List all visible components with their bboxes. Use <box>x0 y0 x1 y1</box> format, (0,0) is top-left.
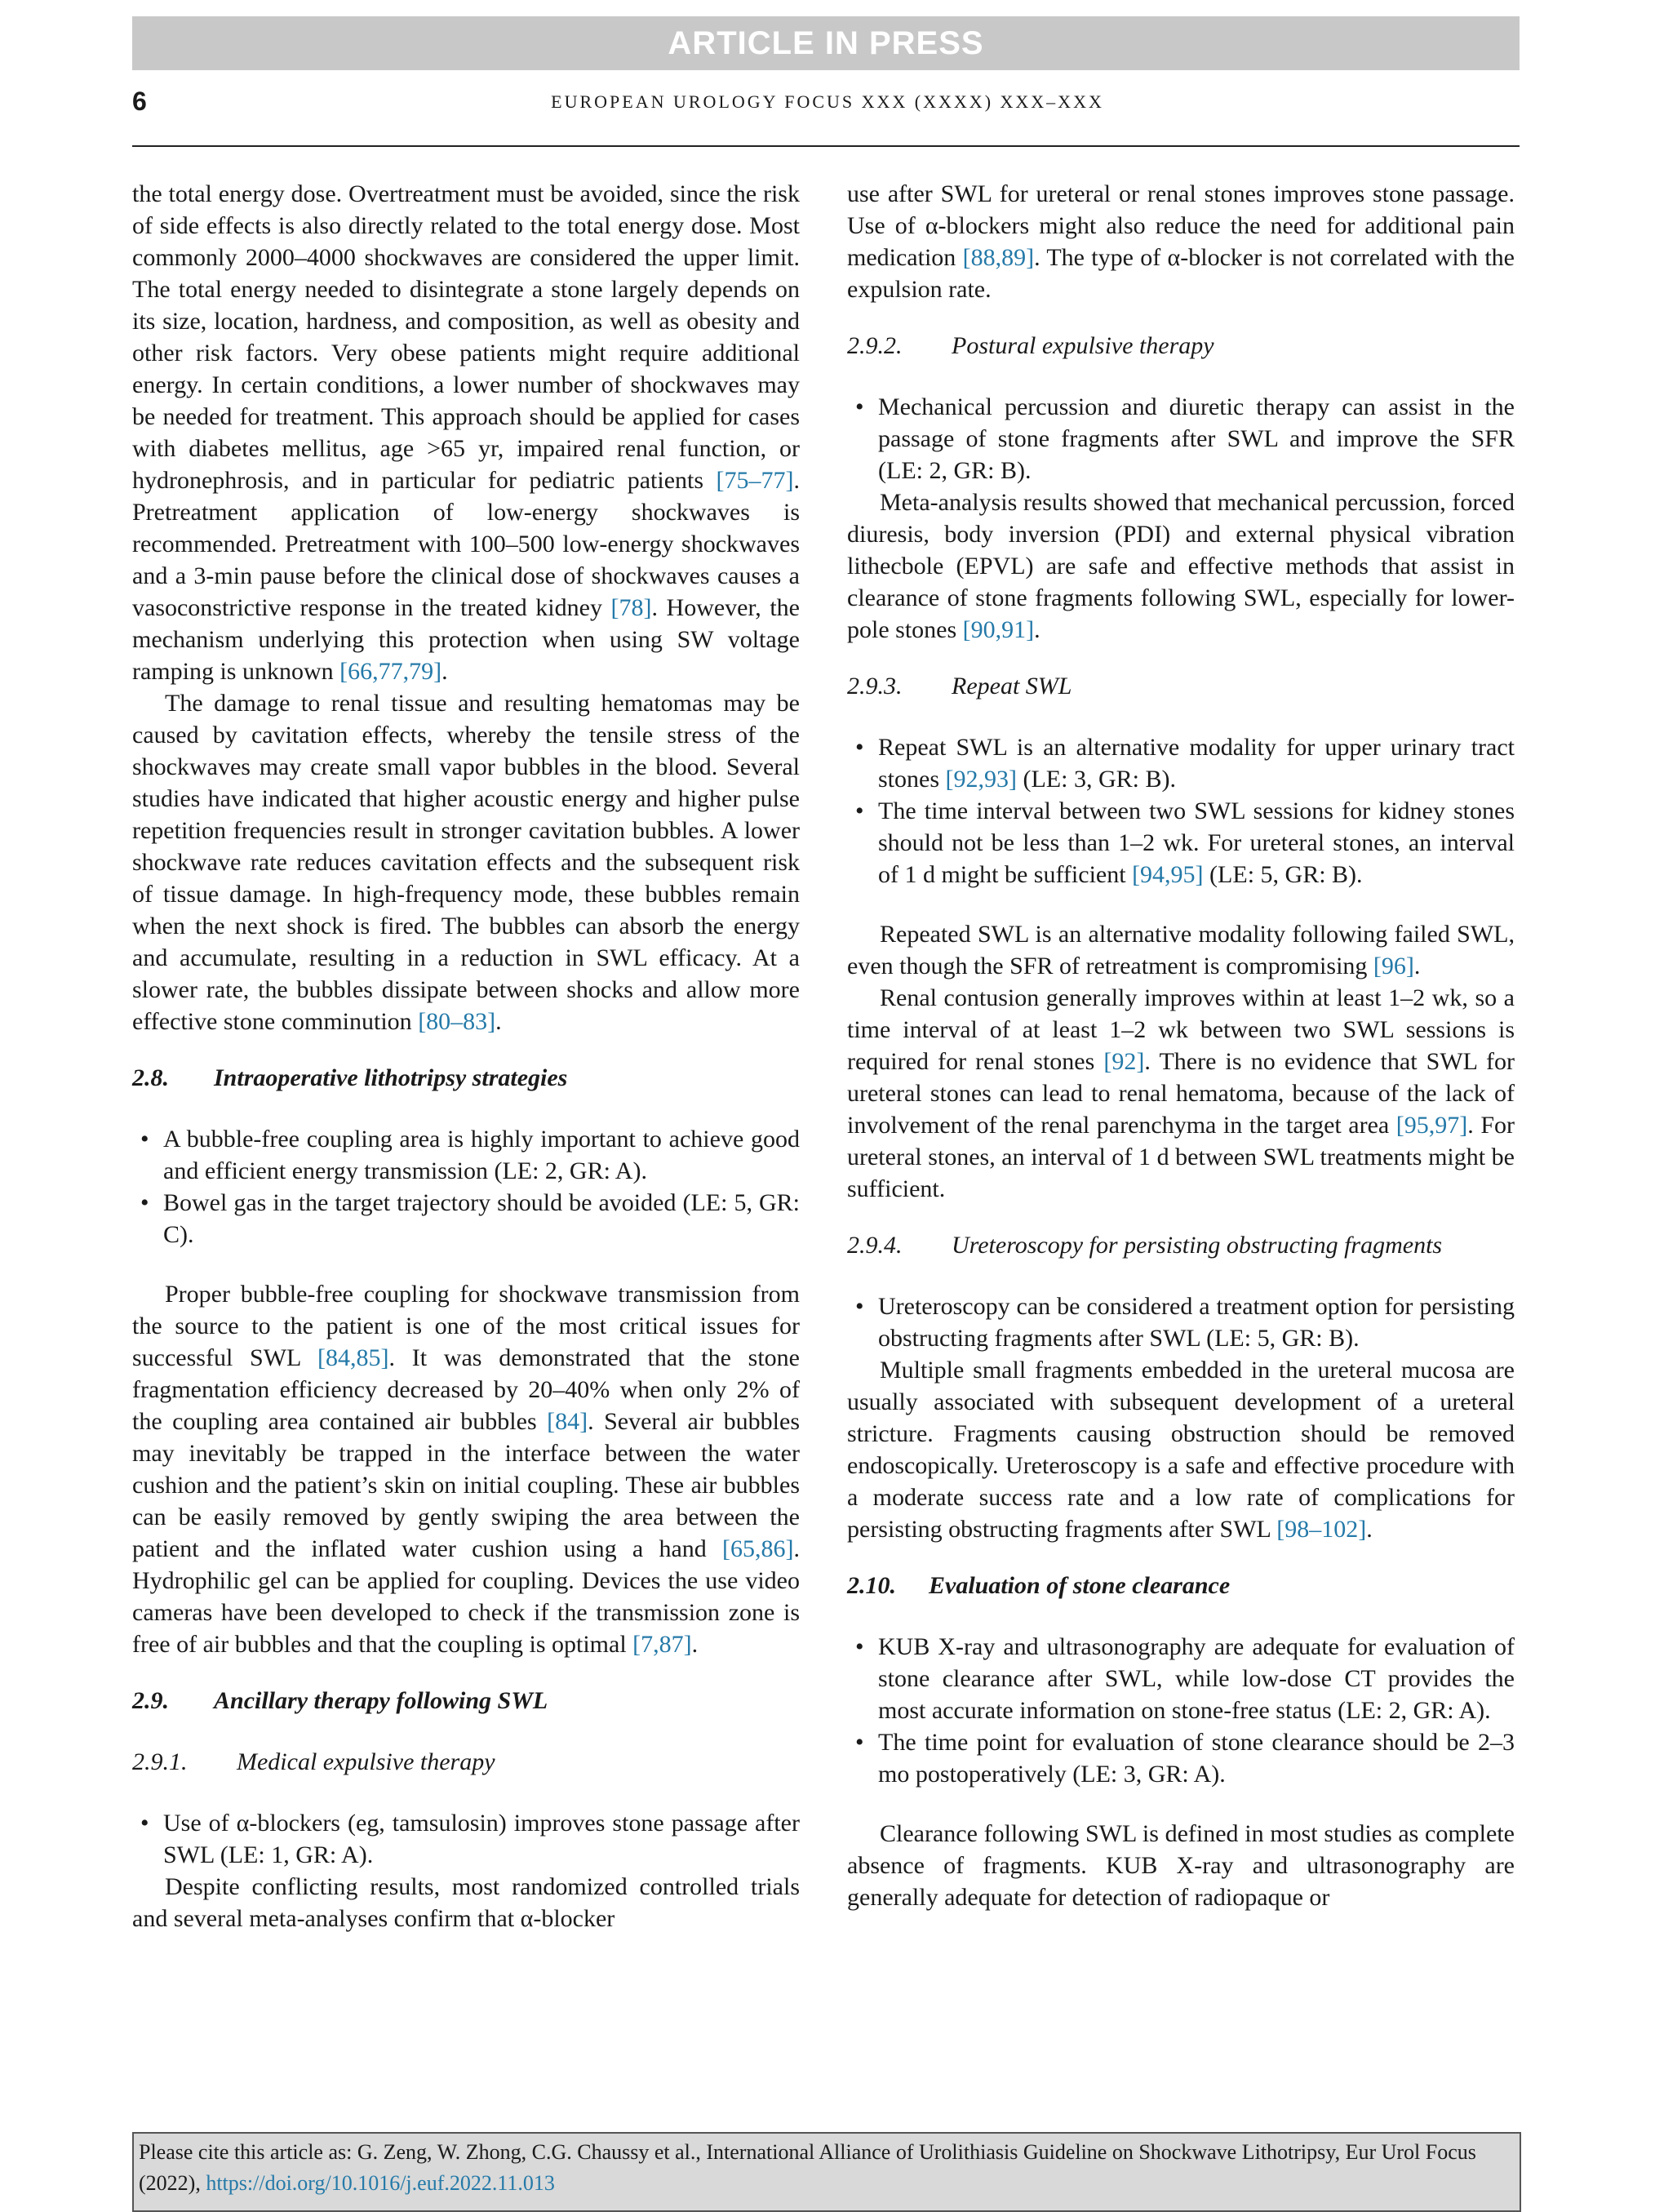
header-rule <box>132 145 1520 147</box>
text: . There is no evidence that SWL for ureteral stones can lead to renal hematoma, because of the lack of involvement of the renal parenchyma in the target area <box>847 1048 1515 1139</box>
section-number: 2.9.3. <box>847 673 903 700</box>
text: . For ureteral stones, an interval of 1 d between SWL treatments might be sufficient. <box>847 1112 1515 1202</box>
citation-link[interactable]: [90,91] <box>962 616 1035 643</box>
subsection-heading <box>847 1229 1515 1261</box>
text: . <box>495 1008 502 1035</box>
paragraph <box>847 178 1515 305</box>
citation-link[interactable]: [80–83] <box>418 1008 496 1035</box>
paragraph <box>132 687 800 1037</box>
citation-link[interactable]: [7,87] <box>632 1631 692 1658</box>
section-number: 2.9.1. <box>132 1748 188 1775</box>
text: the total energy dose. Overtreatment must be avoided, since the risk of side effects is also directly related to the total energy dose. Most commonly 2000–4000 shockwaves are considered the upper limit. The total energy needed to disintegrate a stone largely depends on its size, location, hardness, and composition, as well as obesity and other risk factors. Very obese patients might require additional energy. In certain conditions, a lower number of shockwaves may be needed for treatment. This approach should be applied for cases with diabetes mellitus, age >65 yr, impaired renal function, or hydronephrosis, and in particular for pediatric patients <box>132 180 800 494</box>
text: use after SWL for ureteral or renal stones improves stone passage. Use of α-blockers might also reduce the need for additional pain medication <box>847 180 1515 271</box>
paragraph <box>847 982 1515 1205</box>
list-item: • The time point for evaluation of stone clearance should be 2–3 mo postoperatively (LE: 3, GR: A). <box>847 1726 1515 1790</box>
paragraph <box>132 1278 800 1660</box>
text: (LE: 3, GR: B). <box>1016 766 1176 793</box>
subsection-heading <box>847 330 1515 362</box>
citation-link[interactable]: [75–77] <box>716 467 794 494</box>
page-number: 6 <box>132 87 147 116</box>
text: Multiple small fragments embedded in the ureteral mucosa are usually associated with subsequent development of a ureteral stricture. Fragments causing obstruction should be removed endoscopically. Ureteroscopy is a safe and effective procedure with a moderate success rate and a low rate of complications for persisting obstructing fragments after SWL <box>847 1357 1515 1543</box>
citation-link[interactable]: [92] <box>1103 1048 1145 1075</box>
citation-link[interactable]: [95,97] <box>1395 1112 1468 1139</box>
text: . The type of α-blocker is not correlated with the expulsion rate. <box>847 244 1515 303</box>
text: Repeat SWL is an alternative modality for upper urinary tract stones <box>878 734 1515 793</box>
recommendation-list <box>132 1123 800 1250</box>
citation-link[interactable]: [66,77,79] <box>339 658 442 685</box>
section-number: 2.10. <box>847 1572 896 1599</box>
text: The damage to renal tissue and resulting hematomas may be caused by cavitation effects, whereby the tensile stress of the shockwaves may create small vapor bubbles in the blood. Several studies have indicated that higher acoustic energy and higher pulse repetition frequencies result in stronger cavitation bubbles. A lower shockwave rate reduces cavitation effects and the subsequent risk of tissue damage. In high-frequency mode, these bubbles remain when the next shock is fired. The bubbles can absorb the energy and accumulate, resulting in a reduction in SWL efficacy. At a slower rate, the bubbles dissipate between shocks and allow more effective stone comminution <box>132 690 800 1035</box>
right-column <box>847 178 1515 1913</box>
citation-link[interactable]: [88,89] <box>962 244 1035 271</box>
section-title: Medical expulsive therapy <box>237 1748 495 1775</box>
section-number: 2.9. <box>132 1687 169 1714</box>
subsection-heading <box>847 670 1515 702</box>
recommendation-list <box>132 1807 800 1871</box>
paragraph <box>847 918 1515 982</box>
article-in-press-banner: ARTICLE IN PRESS <box>132 16 1520 70</box>
citation-text: Please cite this article as: G. Zeng, W. Zhong, C.G. Chaussy et al., International Alliance of Urolithiasis Guideline on Shockwave Lithotripsy, Eur Urol Focus (2022), <box>139 2140 1476 2195</box>
section-title: Evaluation of stone clearance <box>929 1572 1231 1599</box>
citation-link[interactable]: [84] <box>547 1408 588 1435</box>
list-item: • Use of α-blockers (eg, tamsulosin) improves stone passage after SWL (LE: 1, GR: A). <box>132 1807 800 1871</box>
text: . Hydrophilic gel can be applied for coupling. Devices the use video cameras have been developed to check if the transmission zone is free of air bubbles and that the coupling is optimal <box>132 1535 800 1658</box>
paragraph: Clearance following SWL is defined in most studies as complete absence of fragments. KUB X-ray and ultrasonography are generally adequate for detection of radiopaque or <box>847 1820 1515 1911</box>
text: . However, the mechanism underlying this protection when using SW voltage ramping is unknown <box>132 594 800 685</box>
citation-link[interactable]: [65,86] <box>722 1535 794 1562</box>
text: . <box>691 1631 699 1658</box>
paragraph <box>132 178 800 687</box>
section-title: Intraoperative lithotripsy strategies <box>214 1064 568 1091</box>
paragraph <box>847 486 1515 646</box>
left-column <box>132 178 800 1934</box>
recommendation-list <box>847 731 1515 891</box>
recommendation-list <box>847 391 1515 486</box>
section-number: 2.9.2. <box>847 332 903 359</box>
section-number: 2.8. <box>132 1064 169 1091</box>
section-number: 2.9.4. <box>847 1232 903 1259</box>
citation-link[interactable]: [84,85] <box>317 1344 389 1371</box>
paragraph <box>847 1354 1515 1545</box>
section-title: Ancillary therapy following SWL <box>214 1687 548 1714</box>
text: Meta-analysis results showed that mechanical percussion, forced diuresis, body inversion (PDI) and external physical vibration lithecbole (EPVL) are safe and effective methods that assist in clearance of stone fragments following SWL, especially for lower-pole stones <box>847 489 1515 643</box>
citation-link[interactable]: [92,93] <box>945 766 1017 793</box>
citation-footer <box>132 2132 1521 2212</box>
text: (LE: 5, GR: B). <box>1203 861 1363 888</box>
citation-link[interactable]: [96] <box>1373 953 1414 979</box>
text: . <box>1034 616 1040 643</box>
section-heading <box>132 1062 800 1094</box>
recommendation-list <box>847 1290 1515 1354</box>
text: . <box>1413 953 1421 979</box>
text: . Pretreatment application of low-energy shockwaves is recommended. Pretreatment with 100–500 low-energy shockwaves and a 3-min pause before the clinical dose of shockwaves causes a vasoconstrictive response in the treated kidney <box>132 467 800 621</box>
paragraph: Despite conflicting results, most randomized controlled trials and several meta-analyses confirm that α-blocker <box>132 1873 800 1932</box>
list-item: • KUB X-ray and ultrasonography are adequate for evaluation of stone clearance after SWL, while low-dose CT provides the most accurate information on stone-free status (LE: 2, GR: A). <box>847 1631 1515 1726</box>
list-item: • Bowel gas in the target trajectory should be avoided (LE: 5, GR: C). <box>132 1187 800 1250</box>
doi-link[interactable]: https://doi.org/10.1016/j.euf.2022.11.013 <box>206 2171 555 2195</box>
section-title: Repeat SWL <box>952 673 1072 700</box>
section-heading <box>847 1570 1515 1601</box>
text: The time interval between two SWL sessions for kidney stones should not be less than 1–2 wk. For ureteral stones, an interval of 1 d might be sufficient <box>878 797 1515 888</box>
list-item: • Ureteroscopy can be considered a treatment option for persisting obstructing fragments after SWL (LE: 5, GR: B). <box>847 1290 1515 1354</box>
citation-link[interactable]: [78] <box>610 594 652 621</box>
citation-link[interactable]: [94,95] <box>1132 861 1204 888</box>
citation-link[interactable]: [98–102] <box>1276 1516 1367 1543</box>
list-item <box>847 731 1515 795</box>
text: . <box>1366 1516 1373 1543</box>
text: Repeated SWL is an alternative modality following failed SWL, even though the SFR of retreatment is compromising <box>847 921 1515 979</box>
recommendation-list <box>847 1631 1515 1790</box>
section-title: Ureteroscopy for persisting obstructing fragments <box>952 1232 1443 1259</box>
text: Renal contusion generally improves within at least 1–2 wk, so a time interval of at least 1–2 wk between two SWL sessions is required for renal stones <box>847 984 1515 1075</box>
text: Proper bubble-free coupling for shockwave transmission from the source to the patient is one of the most critical issues for successful SWL <box>132 1281 800 1371</box>
section-title: Postural expulsive therapy <box>952 332 1214 359</box>
text: . Several air bubbles may inevitably be trapped in the interface between the water cushion and the patient’s skin on initial coupling. These air bubbles can be easily removed by gently swiping the area between the patient and the inflated water cushion using a hand <box>132 1408 801 1562</box>
journal-running-head: EUROPEAN UROLOGY FOCUS XXX (XXXX) XXX–XXX <box>551 91 1104 112</box>
section-heading <box>132 1685 800 1717</box>
subsection-heading <box>132 1746 800 1778</box>
text: . <box>441 658 448 685</box>
list-item: • A bubble-free coupling area is highly important to achieve good and efficient energy transmission (LE: 2, GR: A). <box>132 1123 800 1187</box>
text: . It was demonstrated that the stone fragmentation efficiency decreased by 20–40% when only 2% of the coupling area contained air bubbles <box>132 1344 800 1435</box>
list-item: • Mechanical percussion and diuretic therapy can assist in the passage of stone fragments after SWL and improve the SFR (LE: 2, GR: B). <box>847 391 1515 486</box>
list-item <box>847 795 1515 891</box>
